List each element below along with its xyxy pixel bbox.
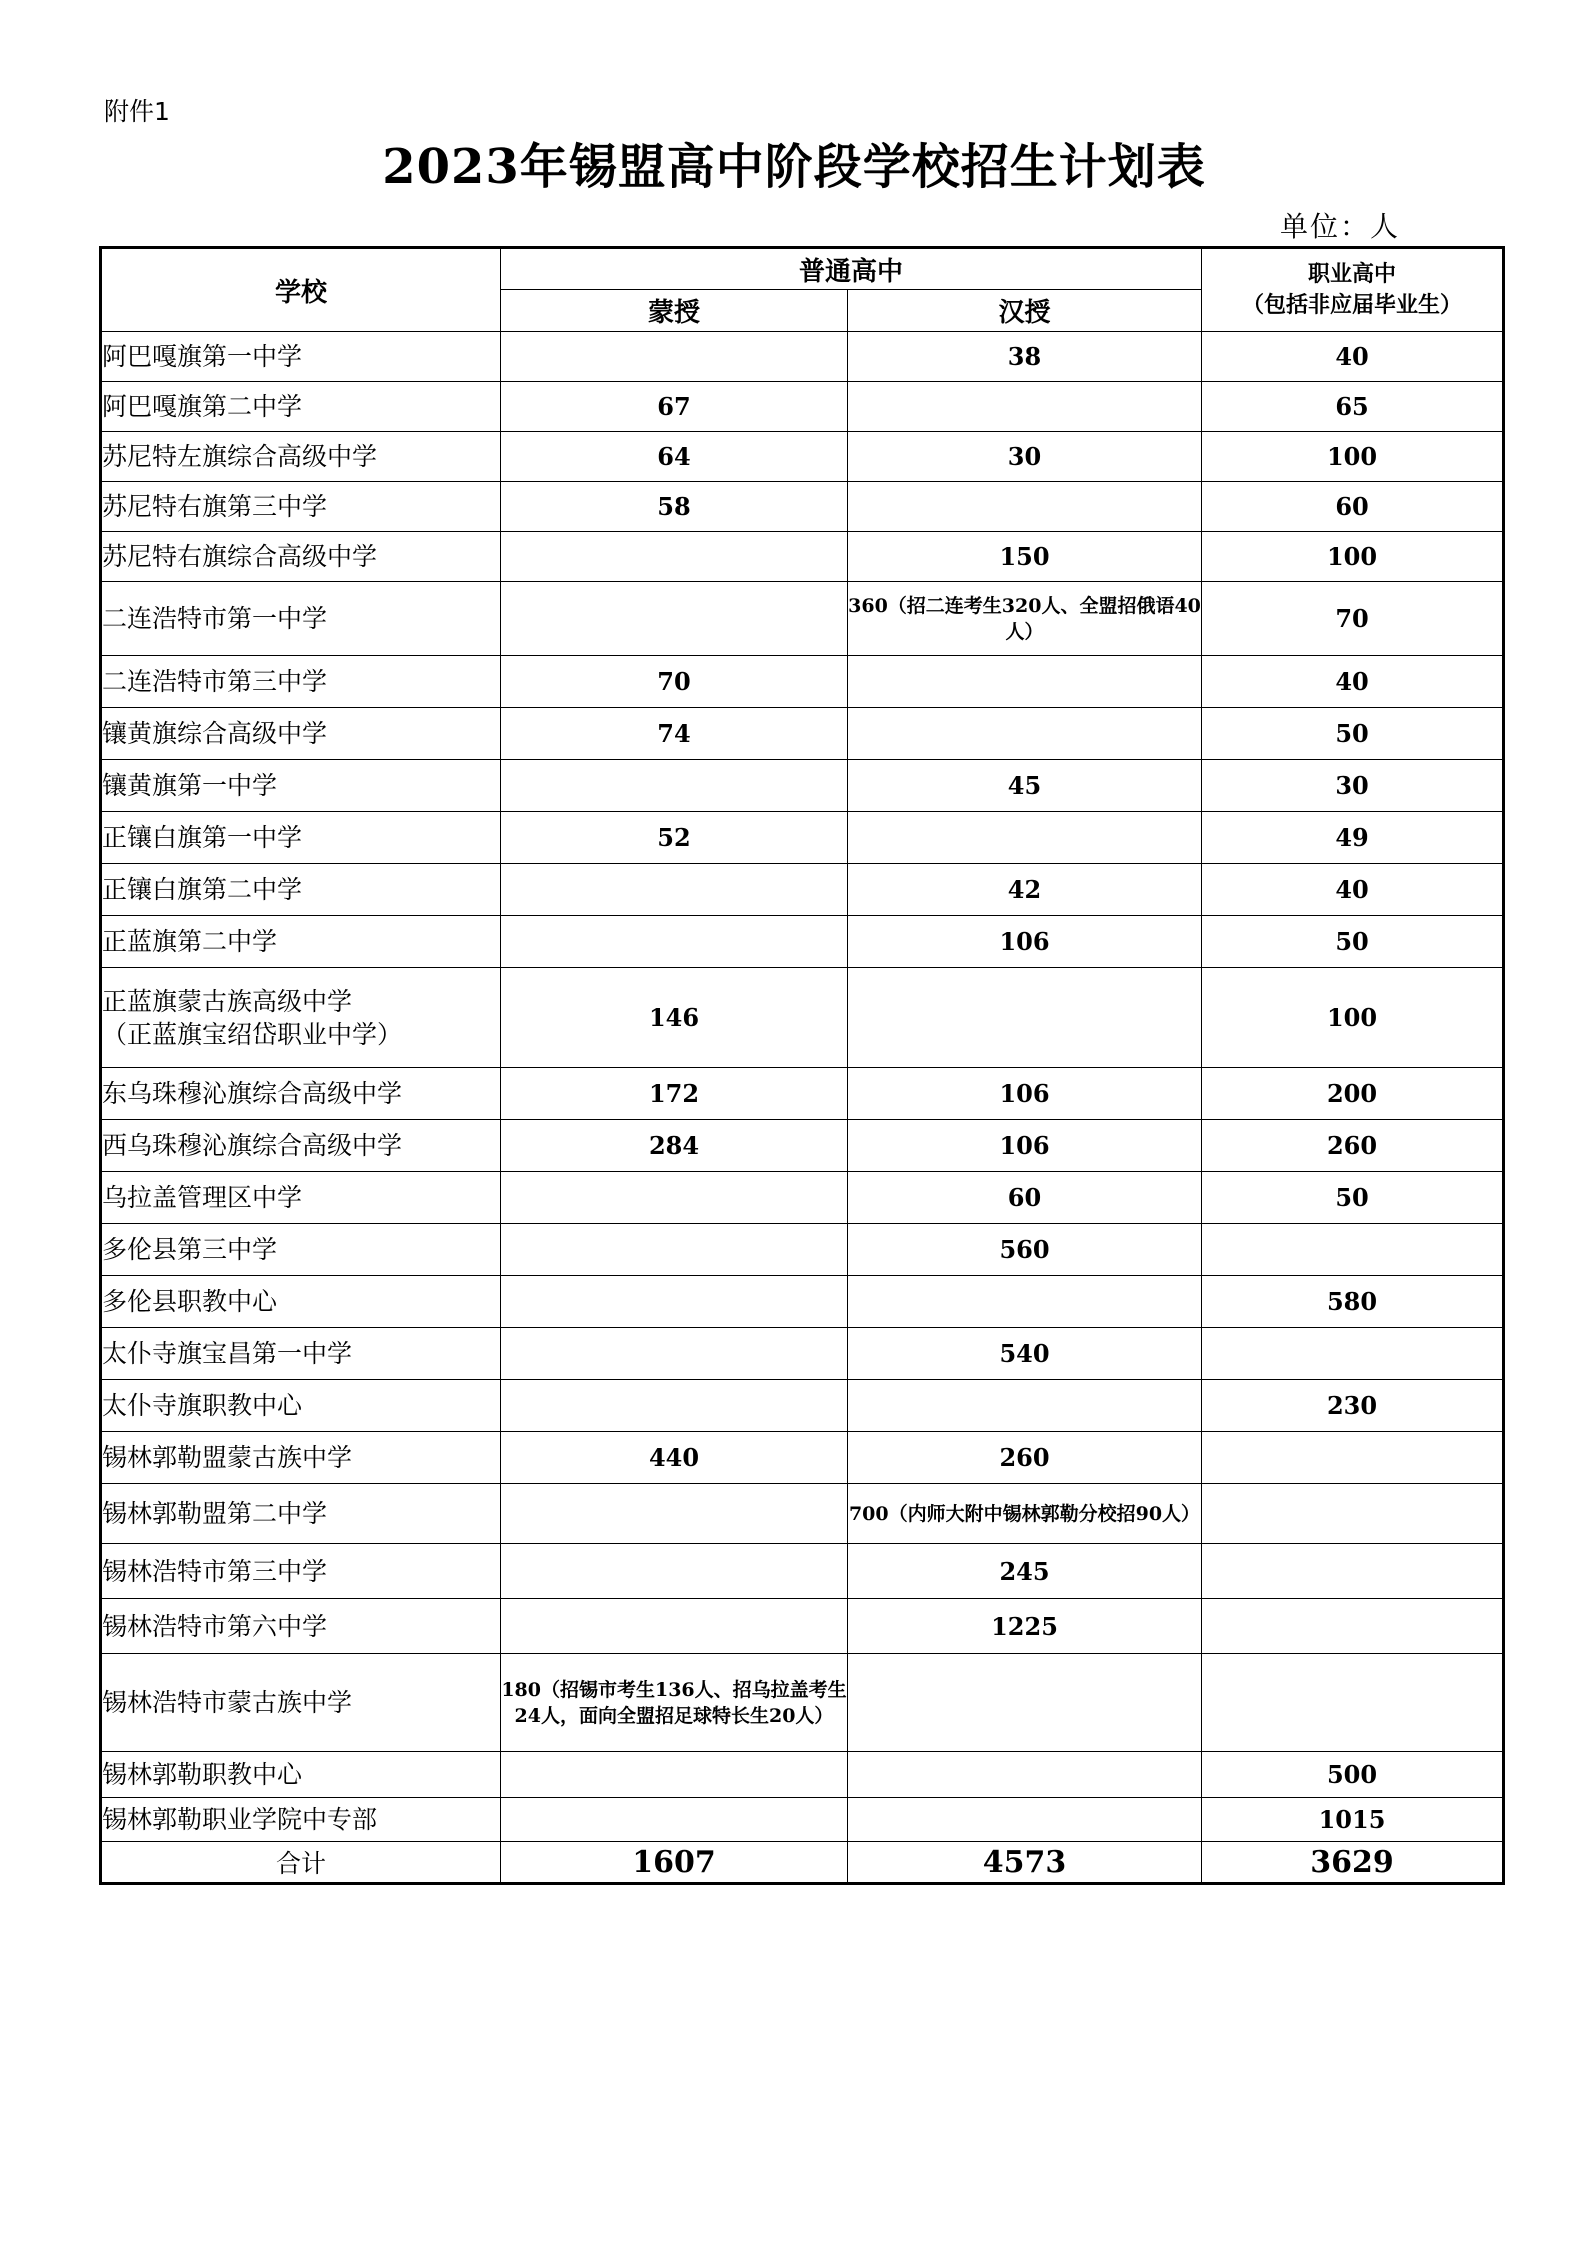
vocational-count (1202, 1432, 1504, 1484)
school-name (101, 1432, 501, 1484)
chinese-count: 245 (848, 1544, 1202, 1599)
school-name-line: 正蓝旗蒙古族高级中学 (102, 986, 353, 1016)
chinese-count (848, 1654, 1202, 1752)
total-label: 合计 (101, 1842, 501, 1884)
table-row (101, 1752, 1504, 1798)
table-row (101, 1328, 1504, 1380)
header-school: 学校 (101, 248, 501, 332)
table-row (101, 864, 1504, 916)
school-name (101, 1068, 501, 1120)
chinese-count (848, 382, 1202, 432)
school-name (101, 760, 501, 812)
chinese-count: 540 (848, 1328, 1202, 1380)
chinese-count: 1225 (848, 1599, 1202, 1654)
table-row (101, 1654, 1504, 1752)
vocational-count: 65 (1202, 382, 1504, 432)
chinese-count (848, 708, 1202, 760)
vocational-count (1202, 1654, 1504, 1752)
school-name-line: 锡林郭勒盟第二中学 (102, 1499, 328, 1528)
mongolian-count: 180（招锡市考生136人、招乌拉盖考生24人，面向全盟招足球特长生20人） (501, 1654, 848, 1752)
table-row (101, 1068, 1504, 1120)
table-row (101, 1798, 1504, 1842)
mongolian-count (501, 332, 848, 382)
school-name-line: 多伦县第三中学 (102, 1235, 278, 1264)
school-name (101, 1120, 501, 1172)
school-name-line: 正镶白旗第二中学 (102, 875, 303, 904)
total-vocational: 3629 (1202, 1842, 1504, 1884)
chinese-count (848, 812, 1202, 864)
table-row (101, 1484, 1504, 1544)
mongolian-count (501, 1276, 848, 1328)
vocational-count: 70 (1202, 582, 1504, 656)
mongolian-count (501, 1798, 848, 1842)
school-name-line: 西乌珠穆沁旗综合高级中学 (102, 1131, 403, 1160)
page-title: 2023年锡盟高中阶段学校招生计划表 (382, 139, 1206, 195)
school-name (101, 482, 501, 532)
school-name-line: 正蓝旗第二中学 (102, 927, 278, 956)
chinese-count: 150 (848, 532, 1202, 582)
chinese-count (848, 968, 1202, 1068)
mongolian-count: 58 (501, 482, 848, 532)
vocational-count: 580 (1202, 1276, 1504, 1328)
school-name-line2: （正蓝旗宝绍岱职业中学） (102, 1019, 403, 1049)
table-row (101, 656, 1504, 708)
table-row (101, 968, 1504, 1068)
school-name-line: 二连浩特市第三中学 (102, 667, 328, 696)
total-row (101, 1842, 1504, 1884)
school-name-line: 多伦县职教中心 (102, 1287, 278, 1316)
chinese-count (848, 1380, 1202, 1432)
school-name (101, 812, 501, 864)
school-name-line: 乌拉盖管理区中学 (102, 1183, 303, 1212)
vocational-count: 260 (1202, 1120, 1504, 1172)
school-name-line: 苏尼特左旗综合高级中学 (102, 442, 378, 471)
school-name (101, 1752, 501, 1798)
enrollment-plan-table (99, 246, 1505, 1885)
school-name (101, 1544, 501, 1599)
school-name (101, 1798, 501, 1842)
chinese-count (848, 482, 1202, 532)
school-name (101, 656, 501, 708)
header-chinese: 汉授 (848, 290, 1202, 332)
mongolian-count: 284 (501, 1120, 848, 1172)
school-name-line: 锡林郭勒职业学院中专部 (102, 1805, 378, 1834)
chinese-count: 38 (848, 332, 1202, 382)
table-row (101, 382, 1504, 432)
school-name (101, 916, 501, 968)
vocational-count: 1015 (1202, 1798, 1504, 1842)
mongolian-count (501, 1752, 848, 1798)
school-name-line: 锡林郭勒职教中心 (102, 1760, 303, 1789)
table-row (101, 582, 1504, 656)
table-row (101, 760, 1504, 812)
chinese-count (848, 656, 1202, 708)
mongolian-count (501, 582, 848, 656)
mongolian-count (501, 1599, 848, 1654)
header-vocational-line1: 职业高中 (1308, 262, 1397, 287)
total-mongolian: 1607 (501, 1842, 848, 1884)
chinese-count (848, 1752, 1202, 1798)
school-name-line: 锡林浩特市蒙古族中学 (102, 1688, 353, 1717)
chinese-count: 106 (848, 916, 1202, 968)
mongolian-count (501, 1328, 848, 1380)
school-name (101, 382, 501, 432)
chinese-count: 30 (848, 432, 1202, 482)
school-name (101, 432, 501, 482)
mongolian-count: 146 (501, 968, 848, 1068)
mongolian-count (501, 760, 848, 812)
vocational-count: 49 (1202, 812, 1504, 864)
school-name (101, 332, 501, 382)
table-row (101, 916, 1504, 968)
vocational-count: 40 (1202, 332, 1504, 382)
table-row (101, 482, 1504, 532)
vocational-count: 30 (1202, 760, 1504, 812)
school-name-line: 锡林郭勒盟蒙古族中学 (102, 1443, 353, 1472)
header-mongolian: 蒙授 (501, 290, 848, 332)
school-name (101, 864, 501, 916)
chinese-count: 106 (848, 1120, 1202, 1172)
school-name-line: 锡林浩特市第三中学 (102, 1556, 328, 1586)
vocational-count: 50 (1202, 1172, 1504, 1224)
mongolian-count: 440 (501, 1432, 848, 1484)
school-name (101, 582, 501, 656)
total-chinese: 4573 (848, 1842, 1202, 1884)
mongolian-count (501, 1172, 848, 1224)
mongolian-count: 74 (501, 708, 848, 760)
mongolian-count: 64 (501, 432, 848, 482)
mongolian-count (501, 1380, 848, 1432)
chinese-count: 700（内师大附中锡林郭勒分校招90人） (848, 1484, 1202, 1544)
chinese-count: 106 (848, 1068, 1202, 1120)
table-row (101, 1380, 1504, 1432)
table-row (101, 1224, 1504, 1276)
vocational-count: 60 (1202, 482, 1504, 532)
vocational-count (1202, 1224, 1504, 1276)
header-vocational (1202, 248, 1504, 332)
school-name (101, 1224, 501, 1276)
table-row (101, 1544, 1504, 1599)
vocational-count: 40 (1202, 864, 1504, 916)
table-row (101, 1599, 1504, 1654)
vocational-count (1202, 1328, 1504, 1380)
school-name (101, 1276, 501, 1328)
table-row (101, 432, 1504, 482)
school-name-line: 正镶白旗第一中学 (102, 823, 303, 852)
vocational-count: 230 (1202, 1380, 1504, 1432)
mongolian-count (501, 916, 848, 968)
chinese-count: 45 (848, 760, 1202, 812)
table-row (101, 332, 1504, 382)
unit-label: 单位：人 (1280, 210, 1401, 243)
vocational-count: 50 (1202, 916, 1504, 968)
school-name-line: 东乌珠穆沁旗综合高级中学 (102, 1079, 403, 1108)
table-row (101, 1172, 1504, 1224)
attachment-label: 附件1 (104, 97, 170, 126)
school-name-line: 苏尼特右旗综合高级中学 (102, 542, 378, 571)
header-general: 普通高中 (501, 248, 1202, 290)
school-name-line: 二连浩特市第一中学 (102, 604, 328, 633)
mongolian-count: 70 (501, 656, 848, 708)
school-name (101, 968, 501, 1068)
school-name (101, 1380, 501, 1432)
vocational-count: 50 (1202, 708, 1504, 760)
vocational-count (1202, 1544, 1504, 1599)
school-name-line: 锡林浩特市第六中学 (102, 1611, 328, 1641)
school-name-line: 太仆寺旗职教中心 (102, 1391, 303, 1420)
table-body (101, 332, 1504, 1842)
table-row (101, 812, 1504, 864)
mongolian-count (501, 1224, 848, 1276)
school-name (101, 1654, 501, 1752)
mongolian-count (501, 1544, 848, 1599)
school-name (101, 1172, 501, 1224)
school-name-line: 镶黄旗综合高级中学 (102, 719, 328, 748)
school-name (101, 708, 501, 760)
chinese-count (848, 1798, 1202, 1842)
vocational-count: 100 (1202, 532, 1504, 582)
school-name (101, 1599, 501, 1654)
mongolian-count (501, 532, 848, 582)
mongolian-count (501, 1484, 848, 1544)
school-name (101, 1328, 501, 1380)
table-row (101, 1276, 1504, 1328)
vocational-count (1202, 1599, 1504, 1654)
mongolian-count: 52 (501, 812, 848, 864)
vocational-count: 100 (1202, 432, 1504, 482)
mongolian-count: 67 (501, 382, 848, 432)
school-name-line: 镶黄旗第一中学 (102, 771, 278, 800)
school-name (101, 1484, 501, 1544)
mongolian-count (501, 864, 848, 916)
vocational-count: 200 (1202, 1068, 1504, 1120)
chinese-count: 260 (848, 1432, 1202, 1484)
mongolian-count: 172 (501, 1068, 848, 1120)
table-row (101, 1432, 1504, 1484)
vocational-count (1202, 1484, 1504, 1544)
chinese-count: 42 (848, 864, 1202, 916)
chinese-count: 60 (848, 1172, 1202, 1224)
table-row (101, 708, 1504, 760)
school-name-line: 阿巴嘎旗第一中学 (102, 342, 303, 371)
school-name-line: 太仆寺旗宝昌第一中学 (102, 1339, 353, 1368)
school-name-line: 苏尼特右旗第三中学 (102, 492, 328, 521)
school-name (101, 532, 501, 582)
table-row (101, 532, 1504, 582)
chinese-count: 560 (848, 1224, 1202, 1276)
school-name-line: 阿巴嘎旗第二中学 (102, 392, 303, 421)
chinese-count: 360（招二连考生320人、全盟招俄语40人） (848, 582, 1202, 656)
table-row (101, 1120, 1504, 1172)
header-vocational-line2: （包括非应届毕业生） (1242, 293, 1463, 318)
vocational-count: 40 (1202, 656, 1504, 708)
chinese-count (848, 1276, 1202, 1328)
vocational-count: 100 (1202, 968, 1504, 1068)
vocational-count: 500 (1202, 1752, 1504, 1798)
